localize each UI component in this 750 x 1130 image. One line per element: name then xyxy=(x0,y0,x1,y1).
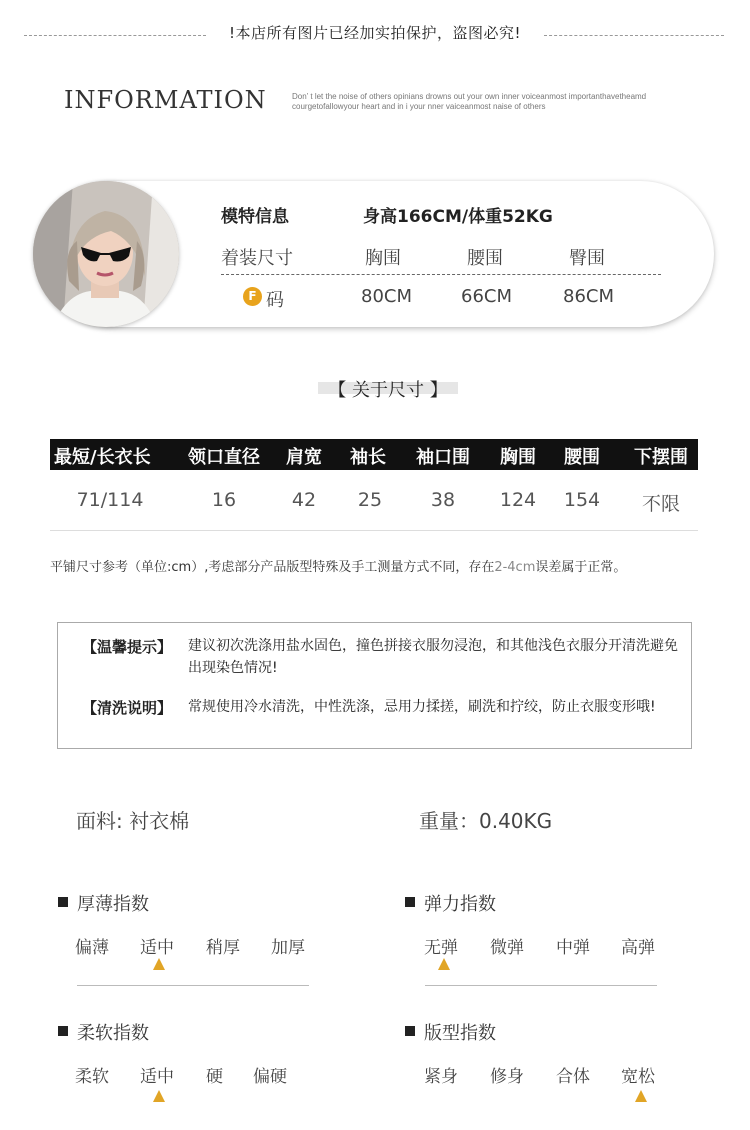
softness-bullet xyxy=(58,1026,68,1036)
thickness-index-title: 厚薄指数 xyxy=(77,894,149,915)
thickness-selected-arrow-icon xyxy=(153,958,165,970)
wash-instructions-text: 常规使用冷水清洗，中性洗涤，忌用力揉搓，刷洗和拧绞，防止衣服变形哦! xyxy=(188,699,656,715)
th-length: 最短/长衣长 xyxy=(54,447,151,468)
elasticity-divider xyxy=(425,985,657,986)
softness-option-rather-hard: 偏硬 xyxy=(253,1067,287,1087)
th-cuff: 袖口围 xyxy=(416,447,470,468)
information-subtitle: Don’ t let the noise of others opinians drowns out your own inner voiceanmost importanthavetheamd courgetofallowyour heart and in i your nner vaiceanmost naise of others xyxy=(292,92,647,111)
measurement-note-main: 平铺尺寸参考（单位:cm）,考虑部分产品版型特殊及手工测量方式不同，存在 xyxy=(50,560,495,575)
td-hem: 不限 xyxy=(641,493,680,515)
thickness-divider xyxy=(77,985,309,986)
elasticity-index-title: 弹力指数 xyxy=(424,894,496,915)
model-info-label: 模特信息 xyxy=(221,207,289,227)
elasticity-option-none: 无弹 xyxy=(424,938,458,958)
thickness-option-thick: 加厚 xyxy=(271,938,305,958)
notice-divider-right xyxy=(544,35,724,36)
copyright-notice: !本店所有图片已经加实拍保护，盗图必究! xyxy=(228,24,522,42)
wearing-size-label: 着装尺寸 xyxy=(221,248,293,269)
td-collar: 16 xyxy=(211,489,237,511)
elasticity-bullet xyxy=(405,897,415,907)
measurement-note-range: 2-4cm xyxy=(494,560,536,575)
warm-tip-text: 建议初次洗涤用盐水固色，撞色拼接衣服勿浸泡，和其他浅色衣服分开清洗避免出现染色情况! xyxy=(188,638,678,676)
measurement-note-end: 误差属于正常。 xyxy=(535,560,627,575)
td-waist: 154 xyxy=(563,489,601,511)
elasticity-selected-arrow-icon xyxy=(438,958,450,970)
card-divider xyxy=(221,274,661,275)
th-sleeve: 袖长 xyxy=(350,447,386,468)
fit-option-slim: 修身 xyxy=(490,1067,524,1087)
softness-option-medium: 适中 xyxy=(140,1067,174,1087)
softness-index-title: 柔软指数 xyxy=(77,1023,149,1044)
hip-value: 86CM xyxy=(563,286,615,307)
measurement-note xyxy=(50,556,740,575)
softness-option-hard: 硬 xyxy=(206,1067,223,1087)
fit-option-tight: 紧身 xyxy=(424,1067,458,1087)
fabric-spec: 面料: 衬衣棉 xyxy=(76,809,190,833)
thickness-option-slightly-thick: 稍厚 xyxy=(206,938,240,958)
model-photo xyxy=(33,181,179,327)
softness-selected-arrow-icon xyxy=(153,1090,165,1102)
chest-header: 胸围 xyxy=(365,248,401,269)
td-shoulder: 42 xyxy=(291,489,317,511)
softness-option-soft: 柔软 xyxy=(75,1067,109,1087)
thickness-option-thin: 偏薄 xyxy=(75,938,109,958)
size-f-badge: F xyxy=(243,287,262,306)
thickness-option-medium: 适中 xyxy=(140,938,174,958)
weight-spec: 重量：0.40KG xyxy=(419,809,553,833)
th-collar: 领口直径 xyxy=(188,447,260,468)
fit-selected-arrow-icon xyxy=(635,1090,647,1102)
notice-divider-left xyxy=(24,35,206,36)
hip-header: 臀围 xyxy=(569,248,605,269)
table-bottom-line xyxy=(50,530,698,531)
elasticity-option-high: 高弹 xyxy=(621,938,655,958)
fit-bullet xyxy=(405,1026,415,1036)
model-portrait-image xyxy=(33,181,179,327)
td-sleeve: 25 xyxy=(357,489,383,511)
chest-value: 80CM xyxy=(361,286,413,307)
size-section-title: 【 关于尺寸 】 xyxy=(328,380,448,401)
fit-option-regular: 合体 xyxy=(556,1067,590,1087)
elasticity-option-medium: 中弹 xyxy=(556,938,590,958)
fit-option-loose: 宽松 xyxy=(621,1067,655,1087)
size-unit: 码 xyxy=(266,290,284,311)
th-shoulder: 肩宽 xyxy=(286,447,322,468)
wash-instructions-label: 【清洗说明】 xyxy=(82,699,173,717)
th-waist: 腰围 xyxy=(564,447,600,468)
waist-header: 腰围 xyxy=(467,248,503,269)
td-chest: 124 xyxy=(499,489,537,511)
information-title: INFORMATION xyxy=(64,86,267,114)
td-cuff: 38 xyxy=(430,489,456,511)
fit-index-title: 版型指数 xyxy=(424,1023,496,1044)
model-height-weight: 身高166CM/体重52KG xyxy=(363,207,553,227)
thickness-bullet xyxy=(58,897,68,907)
warm-tip-label: 【温馨提示】 xyxy=(82,638,173,656)
th-chest: 胸围 xyxy=(500,447,536,468)
td-length: 71/114 xyxy=(76,489,144,511)
elasticity-option-slight: 微弹 xyxy=(490,938,524,958)
waist-value: 66CM xyxy=(461,286,513,307)
th-hem: 下摆围 xyxy=(634,447,688,468)
